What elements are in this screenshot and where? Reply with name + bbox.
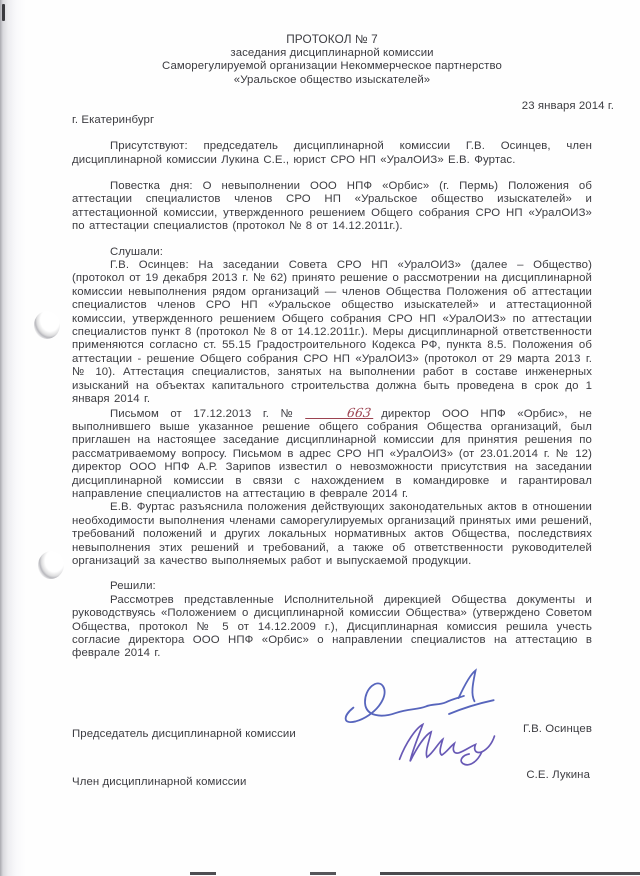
heard-paragraph-3: Е.В. Фуртас разъяснила положения действующих законодательных актов в отношении необходимости выполнения членами саморегулируемых организаций принятых ими решений, требований положений и других локальных нормативных актов Общества, последствиях невыполнения этих решений и требований, а также об ответственности руководителей организаций за качество выполняемых работ и выпускаемой продукции. [72,501,592,567]
lukina-signature-ink [388,715,506,773]
document-date: 23 января 2014 г. [521,100,614,113]
member-role-label: Член дисциплинарной комиссии [72,775,247,788]
heard-p2-text-before: Письмом от 17.12.2013 г. № [110,407,301,420]
attendees-paragraph: Присутствуют: председатель дисциплинарной комиссии Г.В. Осинцев, член дисциплинарной комиссии Лукина С.Е., юрист СРО НП «УралОИЗ» Е.В. Фуртас. [72,140,592,166]
heard-p2-text-after: директор ООО НПФ «Орбис», не выполнившего выше указанное решение общего собрания Общества организаций, был приглашен на настоящее заседание дисциплинарной комиссии для принятия решения по рассматриваемому вопросу. Письмом в адрес СРО НП «УралОИЗ» (от 23.01.2014 г. № 12) директор ООО НПФ А.Р. Зарипов известил о невозможности присутствия на заседании дисциплинарной комиссии в связи с нахождением в командировке и гарантировал направление специалистов на аттестацию в феврале 2014 г. [72,407,592,500]
heard-paragraph-1: Г.В. Осинцев: На заседании Совета СРО НП «УралОИЗ» (далее – Общество) (протокол от 19 декабря 2013 г. № 62) принято решение о рассмотрении на дисциплинарной комиссии невыполнения рядом организаций — членов Общества Положения об аттестации специалистов членов СРО НП «Уральское общество изыскателей» и аттестационной комиссии, утвержденного решением Общего собрания СРО НП «УралОИЗ» по аттестации специалистов пункт 8 (протокол № 8 от 14.12.2011г.). Меры дисциплинарной ответственности применяются согласно ст. 55.15 Градостроительного Кодекса РФ, пункта 8.5. Положения об аттестации - решение Общего собрания СРО НП «УралОИЗ» (протокол от 29 марта 2013 г. № 10). Аттестация специалистов, занятых на выполнении работ в составе инженерных изысканий на объектах капитального строительства должна быть проведена в срок до 1 января 2014 г. [72,259,592,406]
chairman-name: Г.В. Осинцев [522,722,592,735]
document-content [72,0,614,851]
title-line-4: «Уральское общество изыскателей» [233,73,431,86]
chairman-role-label: Председатель дисциплинарной комиссии [72,727,296,740]
document-title-block [72,33,592,87]
title-line-3: Саморегулируемой организации Некоммерческое партнерство [162,60,502,73]
document-city: г. Екатеринбург [72,113,155,126]
member-name: С.Е. Лукина [526,768,590,781]
signature-block [72,671,592,851]
handwritten-outgoing-number: 663 [305,407,375,419]
scan-bottom-edge-line [190,872,640,875]
scan-left-edge-shadow [0,0,26,876]
scan-top-left-mark [2,4,5,21]
agenda-paragraph: Повестка дня: О невыполнении ООО НПФ «Орбис» (г. Пермь) Положения об аттестации специалистов членов СРО НП «Уральское общество изыскателей» и аттестационной комиссии, утвержденного решением Общего собрания СРО НП «УралОИЗ» по аттестации специалистов (протокол № 8 от 14.12.2011г.). [72,180,592,233]
heard-section-label: Слушали: [110,245,164,258]
resolved-section-label: Решили: [110,580,156,593]
hole-punch-shadow-top [34,311,60,339]
resolved-paragraph: Рассмотрев представленные Исполнительной дирекцией Общества документы и руководствуясь «Положением о дисциплинарной комиссии Общества» (утверждено Советом Общества, протокол № 5 от 14.12.2009 г.), Дисциплинарная комиссия решила учесть согласие директора ООО НПФ «Орбис» о направлении специалистов на аттестацию в феврале 2014 г. [72,593,592,660]
hole-punch-shadow-bottom [36,549,66,580]
protocol-number-title: ПРОТОКОЛ № 7 [286,32,378,46]
title-line-2: заседания дисциплинарной комиссии [230,46,434,59]
heard-paragraph-2 [72,404,592,502]
